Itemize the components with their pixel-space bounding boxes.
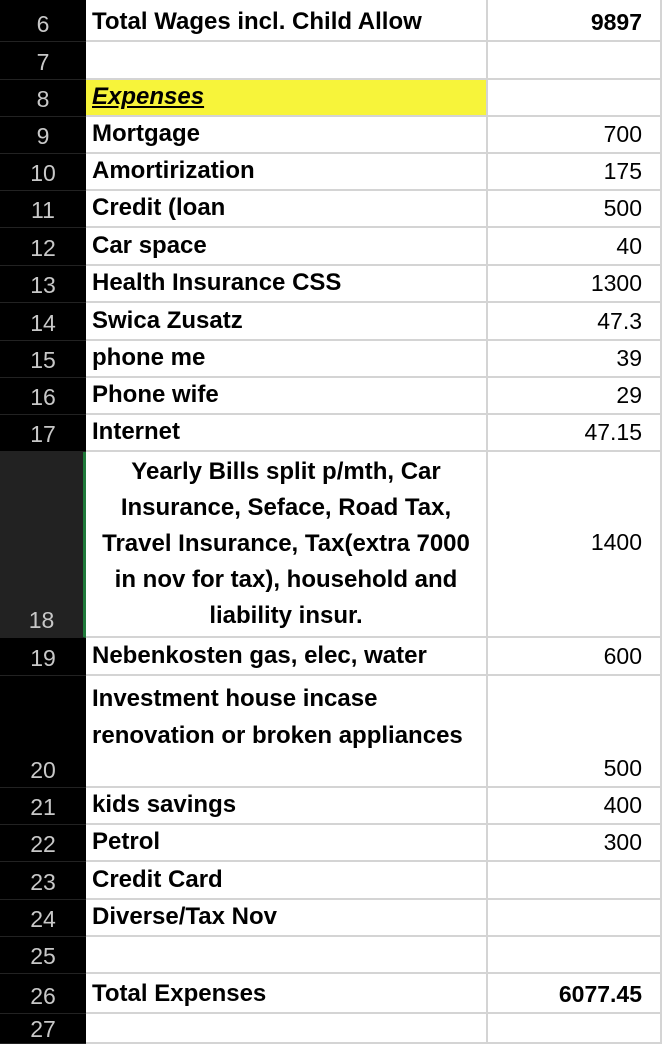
cell-b27[interactable] [488, 1014, 662, 1044]
row-header-17[interactable]: 17 [0, 415, 86, 452]
cell-a13[interactable]: Health Insurance CSS [86, 266, 488, 303]
row-24 [0, 900, 662, 937]
cell-a14[interactable]: Swica Zusatz [86, 303, 488, 341]
row-header-25[interactable]: 25 [0, 937, 86, 974]
row-15 [0, 341, 662, 378]
row-20 [0, 676, 662, 788]
row-10 [0, 154, 662, 191]
expenses-heading: Expenses [92, 83, 205, 110]
row-16 [0, 378, 662, 415]
cell-b24[interactable] [488, 900, 662, 937]
row-22 [0, 825, 662, 862]
row-header-21[interactable]: 21 [0, 788, 86, 825]
row-header-9[interactable]: 9 [0, 117, 86, 154]
cell-b22[interactable]: 300 [488, 825, 662, 862]
cell-a16[interactable]: Phone wife [86, 378, 488, 415]
cell-a23[interactable]: Credit Card [86, 862, 488, 900]
row-header-26[interactable]: 26 [0, 974, 86, 1014]
row-header-14[interactable]: 14 [0, 303, 86, 341]
cell-b18[interactable]: 1400 [488, 452, 662, 638]
row-13 [0, 266, 662, 303]
cell-a24[interactable]: Diverse/Tax Nov [86, 900, 488, 937]
row-6 [0, 0, 662, 42]
cell-a27[interactable] [86, 1014, 488, 1044]
cell-a15[interactable]: phone me [86, 341, 488, 378]
cell-b11[interactable]: 500 [488, 191, 662, 228]
row-header-12[interactable]: 12 [0, 228, 86, 266]
cell-a19[interactable]: Nebenkosten gas, elec, water [86, 638, 488, 676]
cell-b17[interactable]: 47.15 [488, 415, 662, 452]
row-header-8[interactable]: 8 [0, 80, 86, 117]
cell-b25[interactable] [488, 937, 662, 974]
row-header-7[interactable]: 7 [0, 42, 86, 80]
row-25 [0, 937, 662, 974]
row-header-27[interactable]: 27 [0, 1014, 86, 1044]
cell-b26[interactable]: 6077.45 [488, 974, 662, 1014]
cell-a6[interactable]: Total Wages incl. Child Allow [86, 0, 488, 42]
cell-a7[interactable] [86, 42, 488, 80]
cell-b14[interactable]: 47.3 [488, 303, 662, 341]
row-header-18[interactable]: 18 [0, 452, 86, 638]
cell-a17[interactable]: Internet [86, 415, 488, 452]
row-23 [0, 862, 662, 900]
row-11 [0, 191, 662, 228]
row-18 [0, 452, 662, 638]
cell-a22[interactable]: Petrol [86, 825, 488, 862]
cell-b12[interactable]: 40 [488, 228, 662, 266]
cell-a26[interactable]: Total Expenses [86, 974, 488, 1014]
cell-b8[interactable] [488, 80, 662, 117]
cell-b21[interactable]: 400 [488, 788, 662, 825]
row-14 [0, 303, 662, 341]
cell-b23[interactable] [488, 862, 662, 900]
cell-a12[interactable]: Car space [86, 228, 488, 266]
cell-b15[interactable]: 39 [488, 341, 662, 378]
cell-a10[interactable]: Amortirization [86, 154, 488, 191]
row-8 [0, 80, 662, 117]
row-header-6[interactable]: 6 [0, 0, 86, 42]
cell-b9[interactable]: 700 [488, 117, 662, 154]
row-26 [0, 974, 662, 1014]
row-header-19[interactable]: 19 [0, 638, 86, 676]
row-21 [0, 788, 662, 825]
cell-a11[interactable]: Credit (loan [86, 191, 488, 228]
cell-b16[interactable]: 29 [488, 378, 662, 415]
row-17 [0, 415, 662, 452]
cell-b7[interactable] [488, 42, 662, 80]
row-7 [0, 42, 662, 80]
cell-b13[interactable]: 1300 [488, 266, 662, 303]
row-header-11[interactable]: 11 [0, 191, 86, 228]
row-header-24[interactable]: 24 [0, 900, 86, 937]
cell-b19[interactable]: 600 [488, 638, 662, 676]
cell-a25[interactable] [86, 937, 488, 974]
cell-a9[interactable]: Mortgage [86, 117, 488, 154]
row-12 [0, 228, 662, 266]
cell-a18[interactable]: Yearly Bills split p/mth, Car Insurance, Seface, Road Tax, Travel Insurance, Tax(extra 7000 in nov for tax), household and liability insur. [86, 452, 488, 638]
row-header-23[interactable]: 23 [0, 862, 86, 900]
row-header-10[interactable]: 10 [0, 154, 86, 191]
row-header-22[interactable]: 22 [0, 825, 86, 862]
cell-a20[interactable]: Investment house incase renovation or broken appliances [86, 676, 488, 788]
cell-b10[interactable]: 175 [488, 154, 662, 191]
row-header-16[interactable]: 16 [0, 378, 86, 415]
row-header-13[interactable]: 13 [0, 266, 86, 303]
row-9 [0, 117, 662, 154]
cell-b6[interactable]: 9897 [488, 0, 662, 42]
row-header-20[interactable]: 20 [0, 676, 86, 788]
cell-a8[interactable] [86, 80, 488, 117]
cell-b20[interactable]: 500 [488, 676, 662, 788]
row-header-15[interactable]: 15 [0, 341, 86, 378]
row-19 [0, 638, 662, 676]
cell-a21[interactable]: kids savings [86, 788, 488, 825]
row-27 [0, 1014, 662, 1044]
